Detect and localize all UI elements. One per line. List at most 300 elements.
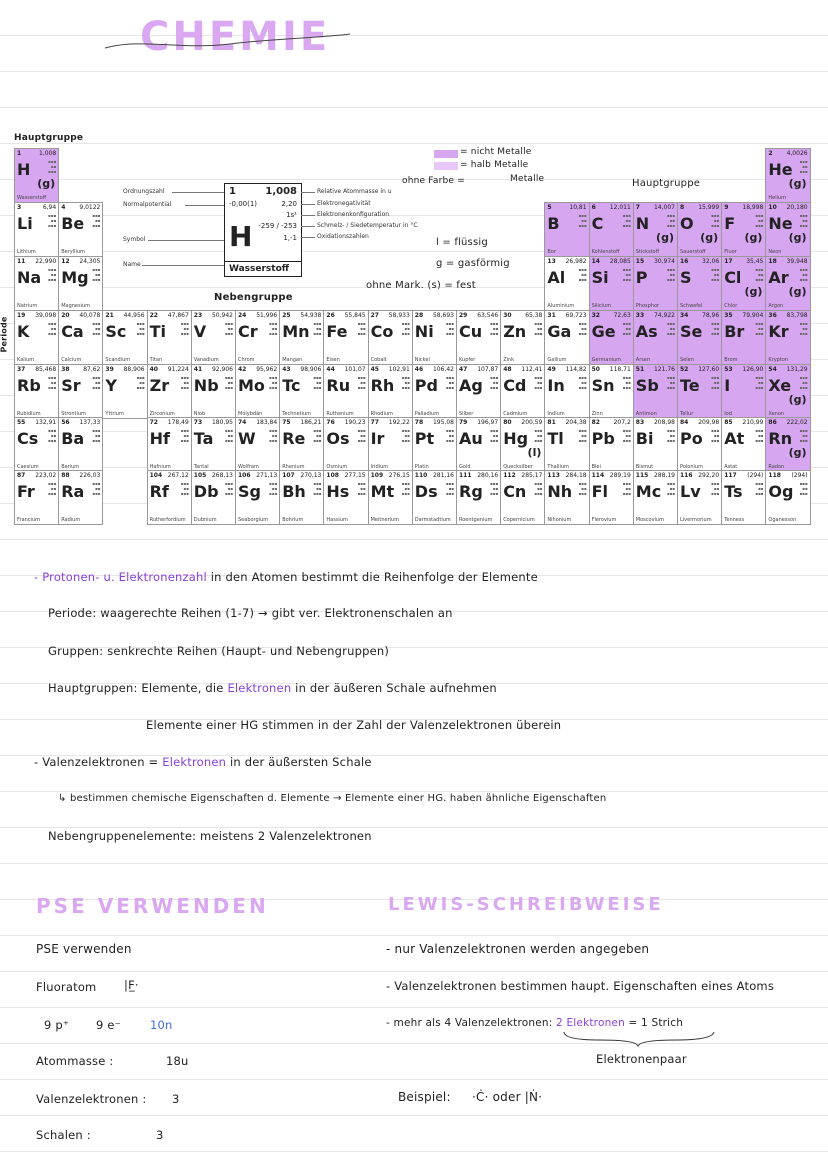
element-cell-ru — [323, 364, 368, 419]
element-number: 6 — [591, 204, 596, 211]
key-normalpotential-label: Normalpotential — [123, 201, 172, 208]
element-name: Tellur — [680, 411, 694, 417]
element-name: Tenness — [724, 517, 745, 523]
element-number: 47 — [459, 366, 468, 373]
element-number: 9 — [724, 204, 729, 211]
element-cell-c — [589, 202, 634, 257]
element-cell-xe — [765, 364, 810, 419]
element-symbol: Cl — [724, 268, 742, 287]
element-detail-decoration: ▪▪▪ ▪▪ ▪▪▪ — [622, 428, 631, 443]
element-detail-decoration: ▪▪▪ ▪▪ ▪▪▪ — [313, 375, 322, 390]
element-symbol: Db — [193, 482, 219, 501]
element-symbol: Rb — [17, 376, 41, 395]
element-cell-au — [456, 417, 501, 472]
element-mass: 22,990 — [35, 258, 57, 265]
element-symbol: Cu — [459, 322, 483, 341]
element-cell-li — [14, 202, 59, 257]
element-number: 83 — [635, 419, 645, 426]
element-number: 11 — [17, 258, 26, 265]
element-cell-rh — [368, 364, 413, 419]
element-mass: 10,81 — [569, 204, 587, 211]
element-symbol: Hf — [149, 429, 170, 448]
element-detail-decoration: ▪▪▪ ▪▪ ▪▪▪ — [445, 375, 454, 390]
element-name: Magnesium — [61, 303, 91, 309]
element-number: 46 — [414, 366, 424, 373]
element-cell-db — [191, 470, 236, 525]
element-number: 17 — [724, 258, 733, 265]
element-mass: 223,02 — [35, 472, 57, 479]
element-symbol: Nb — [193, 376, 219, 395]
element-name: Rhodium — [370, 411, 393, 417]
element-symbol: H — [17, 160, 31, 179]
element-name: Copernicium — [503, 517, 535, 523]
element-symbol: Ca — [61, 322, 84, 341]
element-number: 73 — [193, 419, 203, 426]
element-symbol: Xe — [768, 376, 792, 395]
element-detail-decoration: ▪▪▪ ▪▪ ▪▪▪ — [534, 428, 543, 443]
element-number: 34 — [680, 312, 689, 319]
element-name: Iod — [724, 411, 732, 417]
element-name: Flerovium — [591, 517, 617, 523]
element-name: Bor — [547, 249, 556, 255]
element-cell-pt — [412, 417, 457, 472]
key-element-box: 1 1,008 -0,00(1) 2,20 1s¹ -259 / -253 1,-1 H Wasserstoff — [224, 183, 302, 277]
element-symbol: N — [635, 214, 650, 233]
element-state-mark: (g) — [788, 177, 807, 190]
element-number: 77 — [370, 419, 379, 426]
element-detail-decoration: ▪▪▪ ▪▪ ▪▪▪ — [269, 375, 278, 390]
element-cell-f — [721, 202, 766, 257]
element-number: 48 — [503, 366, 512, 373]
element-symbol: Nh — [547, 482, 573, 501]
element-cell-cr — [235, 310, 280, 365]
element-symbol: Zr — [149, 376, 170, 395]
element-mass: 126,90 — [742, 366, 764, 373]
element-cell-cn — [500, 470, 545, 525]
element-cell-og — [765, 470, 810, 525]
element-detail-decoration: ▪▪▪ ▪▪ ▪▪▪ — [755, 267, 764, 282]
element-cell-ti — [147, 310, 192, 365]
element-mass: 268,13 — [211, 472, 233, 479]
element-name: Brom — [724, 357, 738, 363]
element-number: 18 — [768, 258, 777, 265]
element-number: 113 — [547, 472, 560, 479]
element-mass: 204,38 — [565, 419, 587, 426]
element-number: 52 — [680, 366, 689, 373]
element-mass: 271,13 — [256, 472, 278, 479]
element-cell-po — [677, 417, 722, 472]
element-mass: 69,723 — [565, 312, 587, 319]
element-symbol: K — [17, 322, 30, 341]
element-mass: 30,974 — [653, 258, 675, 265]
element-detail-decoration: ▪▪▪ ▪▪ ▪▪▪ — [445, 481, 454, 496]
element-cell-bh — [279, 470, 324, 525]
element-number: 86 — [768, 419, 777, 426]
pse-line-1: PSE verwenden — [36, 942, 132, 956]
element-name: Germanium — [591, 357, 622, 363]
element-cell-hf — [147, 417, 192, 472]
element-number: 43 — [282, 366, 291, 373]
element-number: 104 — [149, 472, 163, 479]
element-name: Tantal — [193, 464, 209, 470]
element-symbol: Cn — [503, 482, 527, 501]
note-line-2: Periode: waagerechte Reihen (1-7) → gibt ver. Elektronenschalen an — [48, 606, 453, 620]
element-name: Hafnium — [149, 464, 171, 470]
element-number: 117 — [724, 472, 737, 479]
element-name: Astat — [724, 464, 738, 470]
element-mass: 58,933 — [388, 312, 410, 319]
element-detail-decoration: ▪▪▪ ▪▪ ▪▪▪ — [357, 375, 366, 390]
element-number: 72 — [149, 419, 158, 426]
element-number: 15 — [635, 258, 645, 265]
element-name: Platin — [414, 464, 429, 470]
element-symbol: Br — [724, 322, 745, 341]
element-name: Nihonium — [547, 517, 572, 523]
element-number: 5 — [547, 204, 552, 211]
element-detail-decoration: ▪▪▪ ▪▪ ▪▪▪ — [92, 428, 101, 443]
element-mass: 54,938 — [300, 312, 322, 319]
element-cell-cu — [456, 310, 501, 365]
element-name: Radium — [61, 517, 81, 523]
element-number: 29 — [459, 312, 468, 319]
element-cell-rn — [765, 417, 810, 472]
nebengruppe-label: Nebengruppe — [214, 292, 293, 303]
element-symbol: Si — [591, 268, 609, 287]
element-cell-bi — [633, 417, 678, 472]
note-line-3: Gruppen: senkrechte Reihen (Haupt- und Nebengruppen) — [48, 644, 390, 658]
element-symbol: Kr — [768, 322, 789, 341]
element-cell-mc — [633, 470, 678, 525]
element-detail-decoration: ▪▪▪ ▪▪ ▪▪▪ — [224, 428, 233, 443]
element-symbol: C — [591, 214, 604, 233]
element-cell-ts — [721, 470, 766, 525]
element-detail-decoration: ▪▪▪ ▪▪ ▪▪▪ — [48, 159, 57, 174]
element-mass: 267,12 — [167, 472, 189, 479]
key-atommasse-label: Relative Atommasse in u — [317, 188, 392, 195]
element-detail-decoration: ▪▪▪ ▪▪ ▪▪▪ — [48, 213, 57, 228]
element-symbol: Na — [17, 268, 42, 287]
element-number: 42 — [238, 366, 247, 373]
element-cell-y — [102, 364, 147, 419]
element-symbol: Ge — [591, 322, 616, 341]
element-name: Silicium — [591, 303, 612, 309]
element-name: Hassium — [326, 517, 348, 523]
element-symbol: Fe — [326, 322, 348, 341]
element-detail-decoration: ▪▪▪ ▪▪ ▪▪▪ — [224, 481, 233, 496]
element-mass: 118,71 — [609, 366, 631, 373]
element-symbol: Ne — [768, 214, 793, 233]
element-name: Quecksilber — [503, 464, 533, 470]
element-mass: 207,2 — [613, 419, 631, 426]
element-cell-k — [14, 310, 59, 365]
element-name: Technetium — [282, 411, 312, 417]
element-cell-co — [368, 310, 413, 365]
element-mass: 91,224 — [167, 366, 189, 373]
element-number: 33 — [635, 312, 645, 319]
element-name: Arsen — [635, 357, 651, 363]
element-symbol: Os — [326, 429, 350, 448]
element-mass: 285,17 — [521, 472, 543, 479]
element-mass: 196,97 — [477, 419, 499, 426]
element-symbol: Og — [768, 482, 794, 501]
element-mass: 195,08 — [432, 419, 454, 426]
element-name: Fluor — [724, 249, 737, 255]
element-symbol: Pd — [414, 376, 438, 395]
element-name: Moscovium — [635, 517, 664, 523]
element-number: 32 — [591, 312, 600, 319]
element-detail-decoration: ▪▪▪ ▪▪ ▪▪▪ — [799, 213, 808, 228]
element-name: Stickstoff — [635, 249, 660, 255]
element-symbol: B — [547, 214, 560, 233]
element-cell-br — [721, 310, 766, 365]
element-number: 49 — [547, 366, 556, 373]
element-mass: 35,45 — [746, 258, 764, 265]
element-cell-ag — [456, 364, 501, 419]
element-detail-decoration: ▪▪▪ ▪▪ ▪▪▪ — [180, 428, 189, 443]
element-name: Silber — [459, 411, 474, 417]
element-detail-decoration: ▪▪▪ ▪▪ ▪▪▪ — [136, 321, 145, 336]
element-state-mark: (g) — [788, 446, 807, 459]
element-symbol: Pb — [591, 429, 615, 448]
element-mass: 6,94 — [42, 204, 57, 211]
element-symbol: Sg — [238, 482, 261, 501]
pse-title: PSE VERWENDEN — [36, 894, 269, 918]
element-name: Palladium — [414, 411, 440, 417]
element-symbol: Mc — [635, 482, 662, 501]
element-number: 84 — [680, 419, 689, 426]
element-number: 13 — [547, 258, 556, 265]
element-name: Bohrium — [282, 517, 304, 523]
element-number: 7 — [635, 204, 640, 211]
element-symbol: He — [768, 160, 793, 179]
element-symbol: Fr — [17, 482, 35, 501]
element-cell-zr — [147, 364, 192, 419]
key-ordnungszahl-label: Ordnungszahl — [123, 188, 165, 195]
element-mass: 192,22 — [388, 419, 410, 426]
element-symbol: Mg — [61, 268, 89, 287]
element-cell-rf — [147, 470, 192, 525]
element-symbol: Sr — [61, 376, 81, 395]
element-number: 107 — [282, 472, 295, 479]
element-cell-in — [544, 364, 589, 419]
element-number: 79 — [459, 419, 468, 426]
element-detail-decoration: ▪▪▪ ▪▪ ▪▪▪ — [578, 375, 587, 390]
state-solid: ohne Mark. (s) = fest — [366, 280, 476, 291]
element-cell-al — [544, 256, 589, 311]
element-cell-pd — [412, 364, 457, 419]
element-detail-decoration: ▪▪▪ ▪▪ ▪▪▪ — [180, 481, 189, 496]
element-number: 3 — [17, 204, 22, 211]
element-number: 116 — [680, 472, 693, 479]
element-detail-decoration: ▪▪▪ ▪▪ ▪▪▪ — [622, 267, 631, 282]
element-detail-decoration: ▪▪▪ ▪▪ ▪▪▪ — [224, 321, 233, 336]
element-cell-o — [677, 202, 722, 257]
element-state-mark: (g) — [656, 231, 674, 244]
element-name: Molybdän — [238, 411, 263, 417]
element-name: Polonium — [680, 464, 703, 470]
element-mass: 98,906 — [300, 366, 322, 373]
element-cell-fr — [14, 470, 59, 525]
element-name: Niob — [193, 411, 206, 417]
element-name: Rubidium — [17, 411, 41, 417]
element-cell-cs — [14, 417, 59, 472]
element-name: Caesium — [17, 464, 39, 470]
element-name: Mangan — [282, 357, 303, 363]
element-detail-decoration: ▪▪▪ ▪▪ ▪▪▪ — [534, 375, 543, 390]
element-symbol: Li — [17, 214, 33, 233]
element-number: 19 — [17, 312, 26, 319]
element-detail-decoration: ▪▪▪ ▪▪ ▪▪▪ — [711, 375, 720, 390]
lewis-line-2: - Valenzelektronen bestimmen haupt. Eigenschaften eines Atoms — [386, 979, 775, 993]
element-symbol: Cs — [17, 429, 39, 448]
element-number: 115 — [635, 472, 649, 479]
pse-atommasse-value: 18u — [166, 1054, 189, 1068]
element-number: 54 — [768, 366, 777, 373]
element-detail-decoration: ▪▪▪ ▪▪ ▪▪▪ — [401, 375, 410, 390]
element-name: Calcium — [61, 357, 82, 363]
element-number: 111 — [459, 472, 472, 479]
element-cell-rg — [456, 470, 501, 525]
element-number: 21 — [105, 312, 114, 319]
element-number: 2 — [768, 150, 773, 157]
element-symbol: Cr — [238, 322, 258, 341]
element-detail-decoration: ▪▪▪ ▪▪ ▪▪▪ — [622, 481, 631, 496]
element-number: 38 — [61, 366, 70, 373]
element-mass: 28,085 — [609, 258, 631, 265]
element-number: 76 — [326, 419, 335, 426]
element-mass: 1,008 — [39, 150, 57, 157]
element-detail-decoration: ▪▪▪ ▪▪ ▪▪▪ — [401, 481, 410, 496]
element-mass: 222,02 — [786, 419, 808, 426]
element-name: Wolfram — [238, 464, 259, 470]
element-symbol: Mt — [370, 482, 395, 501]
key-konfig-label: Elektronenkonfiguration — [317, 211, 390, 218]
element-number: 50 — [591, 366, 600, 373]
element-cell-te — [677, 364, 722, 419]
element-number: 24 — [238, 312, 247, 319]
element-name: Kohlenstoff — [591, 249, 620, 255]
element-mass: 114,82 — [565, 366, 587, 373]
element-detail-decoration: ▪▪▪ ▪▪ ▪▪▪ — [92, 481, 101, 496]
element-cell-ca — [58, 310, 103, 365]
element-name: Iridium — [370, 464, 389, 470]
element-symbol: Ga — [547, 322, 572, 341]
element-cell-mo — [235, 364, 280, 419]
element-cell-b — [544, 202, 589, 257]
element-mass: 186,21 — [300, 419, 322, 426]
element-detail-decoration: ▪▪▪ ▪▪ ▪▪▪ — [313, 481, 322, 496]
key-en-label: Elektronegativität — [317, 200, 371, 207]
element-name: Wasserstoff — [17, 195, 47, 201]
element-mass: 112,41 — [521, 366, 543, 373]
element-cell-sr — [58, 364, 103, 419]
element-name: Kupfer — [459, 357, 476, 363]
element-number: 78 — [414, 419, 424, 426]
element-cell-mg — [58, 256, 103, 311]
element-name: Seaborgium — [238, 517, 269, 523]
element-number: 108 — [326, 472, 339, 479]
element-cell-ra — [58, 470, 103, 525]
element-detail-decoration: ▪▪▪ ▪▪ ▪▪▪ — [490, 375, 499, 390]
element-mass: 132,91 — [35, 419, 57, 426]
key-symbol-label: Symbol — [123, 236, 146, 243]
pse-protons: 9 p⁺ — [44, 1018, 70, 1032]
element-number: 8 — [680, 204, 685, 211]
element-mass: 55,845 — [344, 312, 366, 319]
element-mass: 190,23 — [344, 419, 366, 426]
element-mass: 226,03 — [79, 472, 101, 479]
hauptgruppe-right-label: Hauptgruppe — [632, 178, 701, 189]
key-schmelz-label: Schmelz- / Siedetemperatur in °C — [317, 222, 418, 229]
key-name-label: Name — [123, 261, 141, 268]
element-detail-decoration: ▪▪▪ ▪▪ ▪▪▪ — [445, 321, 454, 336]
element-mass: 51,996 — [256, 312, 278, 319]
element-cell-w — [235, 417, 280, 472]
element-state-mark: (g) — [788, 231, 807, 244]
element-detail-decoration: ▪▪▪ ▪▪ ▪▪▪ — [666, 481, 675, 496]
element-detail-decoration: ▪▪▪ ▪▪ ▪▪▪ — [180, 321, 189, 336]
element-name: Titan — [149, 357, 163, 363]
element-detail-decoration: ▪▪▪ ▪▪ ▪▪▪ — [92, 375, 101, 390]
element-cell-be — [58, 202, 103, 257]
element-number: 106 — [238, 472, 251, 479]
element-cell-nh — [544, 470, 589, 525]
element-name: Oganesson — [768, 517, 797, 523]
element-mass: 289,19 — [609, 472, 631, 479]
element-cell-rb — [14, 364, 59, 419]
element-name: Dubnium — [193, 517, 217, 523]
element-symbol: Ni — [414, 322, 434, 341]
element-mass: 85,468 — [35, 366, 57, 373]
element-symbol: Tc — [282, 376, 301, 395]
element-symbol: At — [724, 429, 745, 448]
element-name: Bismut — [635, 464, 654, 470]
element-detail-decoration: ▪▪▪ ▪▪ ▪▪▪ — [711, 267, 720, 282]
element-symbol: V — [193, 322, 207, 341]
element-symbol: Rn — [768, 429, 793, 448]
element-mass: 292,20 — [698, 472, 720, 479]
element-state-mark: (g) — [744, 231, 763, 244]
element-symbol: Ru — [326, 376, 351, 395]
element-detail-decoration: ▪▪▪ ▪▪ ▪▪▪ — [622, 213, 631, 228]
element-mass: 101,07 — [344, 366, 366, 373]
element-mass: 88,906 — [123, 366, 145, 373]
element-name: Roentgenium — [459, 517, 493, 523]
element-detail-decoration: ▪▪▪ ▪▪ ▪▪▪ — [534, 321, 543, 336]
element-name: Chrom — [238, 357, 255, 363]
element-name: Selen — [680, 357, 694, 363]
element-mass: 180,95 — [211, 419, 233, 426]
element-detail-decoration: ▪▪▪ ▪▪ ▪▪▪ — [799, 159, 808, 174]
lewis-beispiel-value: ·Ċ· oder |Ṅ· — [472, 1090, 543, 1104]
element-cell-he — [765, 148, 810, 203]
element-name: Eisen — [326, 357, 340, 363]
element-symbol: Ag — [459, 376, 483, 395]
element-detail-decoration: ▪▪▪ ▪▪ ▪▪▪ — [799, 481, 808, 496]
pse-atommasse-label: Atommasse : — [36, 1054, 114, 1068]
element-mass: 74,922 — [653, 312, 675, 319]
title-swoosh-decoration — [100, 30, 360, 60]
element-symbol: Mn — [282, 322, 310, 341]
element-number: 12 — [61, 258, 70, 265]
element-detail-decoration: ▪▪▪ ▪▪ ▪▪▪ — [755, 213, 764, 228]
element-name: Zink — [503, 357, 515, 363]
element-detail-decoration: ▪▪▪ ▪▪ ▪▪▪ — [666, 375, 675, 390]
element-symbol: Hg — [503, 429, 529, 448]
element-detail-decoration: ▪▪▪ ▪▪ ▪▪▪ — [578, 213, 587, 228]
element-name: Ruthenium — [326, 411, 354, 417]
element-mass: 44,956 — [123, 312, 145, 319]
